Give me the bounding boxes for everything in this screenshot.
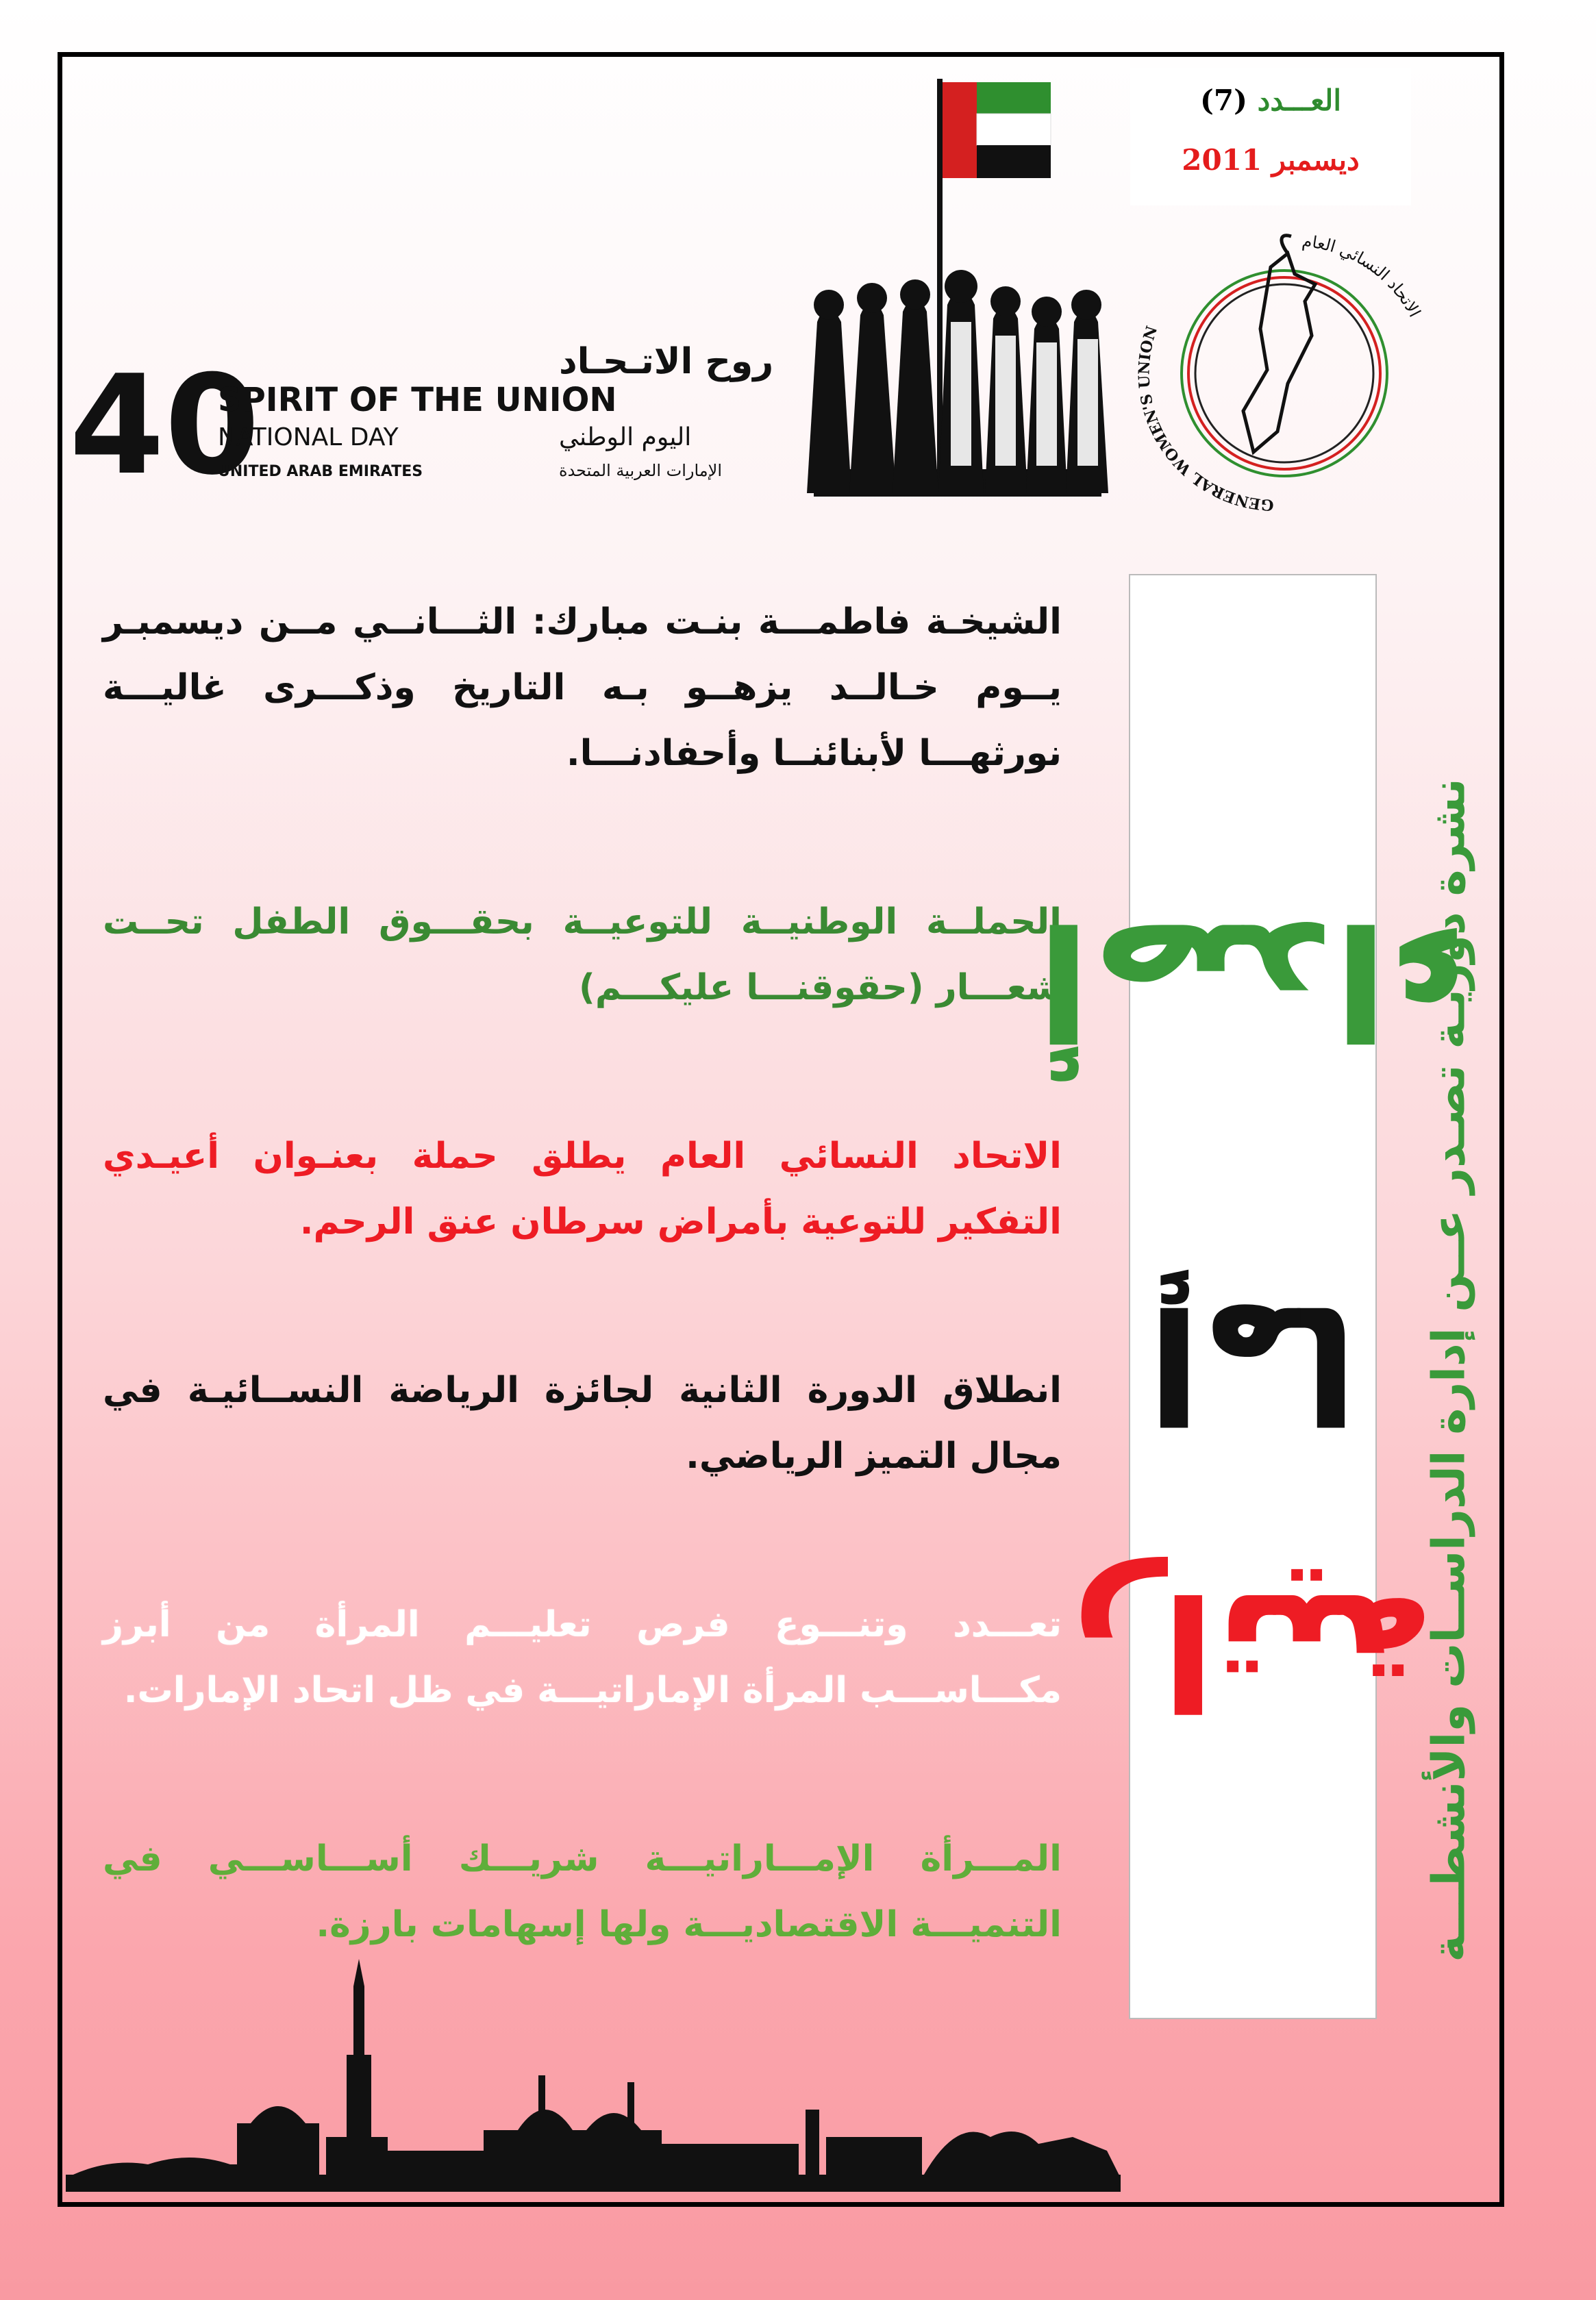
arabic-spirit-title: روح الاتـحـاد (559, 341, 774, 382)
headlines-list (103, 589, 1062, 2060)
issue-number: (7) (1200, 84, 1247, 117)
uae-label: UNITED ARAB EMIRATES (218, 463, 423, 480)
headline-women-education: تعـــدد وتنـــوع فرص تعليـــم المرأة من أبرز مكـــاســـب المرأة الإماراتيـــة في ظل اتحاد الإمارات. (103, 1604, 1062, 1711)
national-day-arabic: اليوم الوطني (559, 423, 692, 451)
headline-cervical-cancer-campaign: الاتحاد النسائي العام يطلق حملة بعنـوان أعيـدي التفكير للتوعية بأمراض سرطان عنق الرحم. (103, 1136, 1062, 1242)
headline-sheikha-fatima: الشيخـة فاطمـــة بنـت مبارك: الثـــانــي مــن ديسمبـر يــوم خـالــد يزهــو بـه التاريخ وذكـــرى غاليـــة نورثهـــا لأبنائنــا وأحفادنـــا. (103, 601, 1062, 774)
issue-label: العـــدد (1257, 84, 1341, 117)
uae-flag-with-leaders (786, 68, 1115, 507)
title-part-ratiya: راتية (1071, 1557, 1435, 1740)
national-day-label: NATIONAL DAY (218, 423, 399, 451)
headline-child-rights-campaign: الحملــة الوطنيــة للتوعيــة بحقـــوق الطفل تحــت شعـــار (حقوقنـــا عليكـــم) (103, 901, 1062, 1008)
title-part-asdaa: أصداء (1036, 887, 1469, 1071)
logo-text-en: GENERAL WOMEN'S UNION (1135, 323, 1275, 514)
issue-date: ديسمبر 2011 (1182, 143, 1360, 177)
logo-text-ar: الاتحاد النسائي العام (1301, 231, 1425, 321)
svg-text:GENERAL WOMEN'S UNION (1135, 324, 1274, 514)
issue-info (1130, 68, 1411, 205)
newsletter-subtitle (1397, 685, 1500, 2055)
headline-sports-award: انطلاق الدورة الثانية لجائزة الرياضة النســائيـة في مجال التميز الرياضي. (103, 1370, 1062, 1477)
subtitle-text: نشرة دوريـة تصـدر عــن إدارة الدراســات والأنشطـــة (1422, 777, 1475, 1962)
headline-women-partner: المـــرأة الإمـــاراتيـــة شريـــك أســـاســـي في التنميـــة الاقتصاديـــة ولها إسهامات بارزة. (103, 1838, 1062, 1945)
logo-40-number: 40 (69, 346, 260, 505)
uae-label-arabic: الإمارات العربية المتحدة (559, 461, 722, 480)
national-day-40-logo (66, 336, 774, 505)
skyline-silhouette (66, 1959, 1121, 2192)
general-womens-union-logo (1130, 226, 1432, 527)
spirit-of-union-title: SPIRIT OF THE UNION (218, 381, 617, 419)
title-part-ima: إما (1147, 1270, 1358, 1453)
